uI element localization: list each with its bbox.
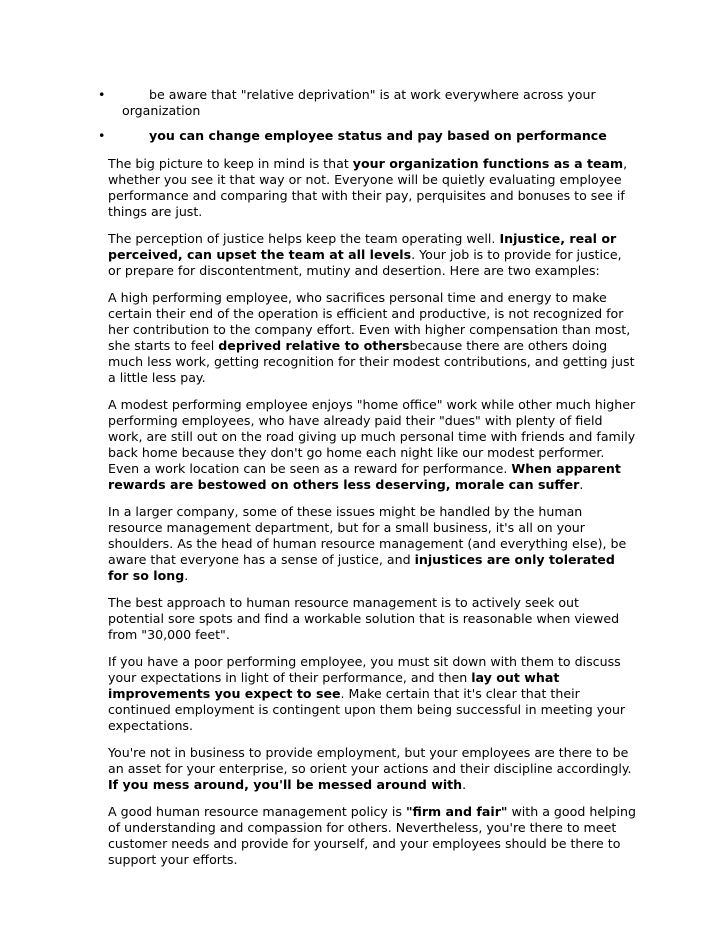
paragraph-text: . Your job is to provide for justice, or prepare for discontentment, mutiny and desertion. Here are two examples: <box>108 247 622 278</box>
bullet-dot: • <box>98 128 106 143</box>
paragraph-text: The best approach to human resource management is to actively seek out potential sore spots and find a workable solution that is reasonable when viewed from "30,000 feet". <box>108 595 620 642</box>
paragraph-text: A high performing employee, who sacrifices personal time and energy to make certain their end of the operation is efficient and productive, is not recognized for her contribution to the company effort. Even with higher compensation than most, she starts to feel <box>108 290 631 353</box>
paragraph <box>108 504 638 584</box>
bullet-item <box>88 128 648 144</box>
paragraph-text: . <box>462 777 467 792</box>
bullet-item <box>88 87 648 119</box>
paragraph <box>108 804 638 868</box>
paragraph <box>108 290 638 386</box>
paragraph <box>108 397 638 493</box>
paragraph-text: because there are others doing much less work, getting recognition for their modest contributions, and getting just a little less pay. <box>108 338 635 385</box>
bullet-dot: • <box>98 87 106 102</box>
bullet-text: be aware that "relative deprivation" is at work everywhere across your organization <box>122 87 596 118</box>
emphasis-text: lay out what improvements you expect to see <box>108 670 560 701</box>
paragraph <box>108 654 638 734</box>
paragraph-text: The big picture to keep in mind is that <box>108 156 353 171</box>
emphasis-text: "firm and fair" <box>405 804 508 819</box>
paragraph-text: . <box>579 477 584 492</box>
emphasis-text: When apparent rewards are bestowed on others less deserving, morale can suffer <box>108 461 621 492</box>
paragraph-text: If you have a poor performing employee, you must sit down with them to discuss your expectations in light of their performance, and then <box>108 654 621 685</box>
paragraph-text: A modest performing employee enjoys "home office" work while other much higher performing employees, who have already paid their "dues" with plenty of field work, are still out on the road giving up much personal time with friends and family back home because they don't go home each night like our modest performer. Even a work location can be seen as a reward for performance. <box>108 397 636 476</box>
paragraph <box>108 231 638 279</box>
bullet-text: you can change employee status and pay based on performance <box>149 128 607 143</box>
paragraph-text: . <box>184 568 189 583</box>
paragraph-text: In a larger company, some of these issues might be handled by the human resource management department, but for a small business, it's all on your shoulders. As the head of human resource management (and everything else), be aware that everyone has a sense of justice, and <box>108 504 627 567</box>
emphasis-text: your organization functions as a team <box>352 156 624 171</box>
emphasis-text: deprived relative to others <box>218 338 410 353</box>
paragraph-text: with a good helping of understanding and compassion for others. Nevertheless, you're there to meet customer needs and provide for yourself, and your employees should be there to support your efforts. <box>108 804 637 867</box>
body-text <box>108 156 638 879</box>
paragraph <box>108 595 638 643</box>
emphasis-text: injustices are only tolerated for so long <box>108 552 615 583</box>
bullet-list <box>88 87 648 153</box>
paragraph-text: . Make certain that it's clear that their continued employment is contingent upon them being successful in meeting your expectations. <box>108 686 626 733</box>
emphasis-text: Injustice, real or perceived, can upset the team at all levels <box>108 231 617 262</box>
paragraph-text: The perception of justice helps keep the team operating well. <box>108 231 500 246</box>
paragraph-text: , whether you see it that way or not. Everyone will be quietly evaluating employee performance and comparing that with their pay, perquisites and bonuses to see if things are just. <box>108 156 628 219</box>
paragraph <box>108 156 638 220</box>
paragraph-text: You're not in business to provide employment, but your employees are there to be an asset for your enterprise, so orient your actions and their discipline accordingly. <box>108 745 632 776</box>
paragraph-text: A good human resource management policy is <box>108 804 406 819</box>
emphasis-text: If you mess around, you'll be messed around with <box>108 777 463 792</box>
paragraph <box>108 745 638 793</box>
